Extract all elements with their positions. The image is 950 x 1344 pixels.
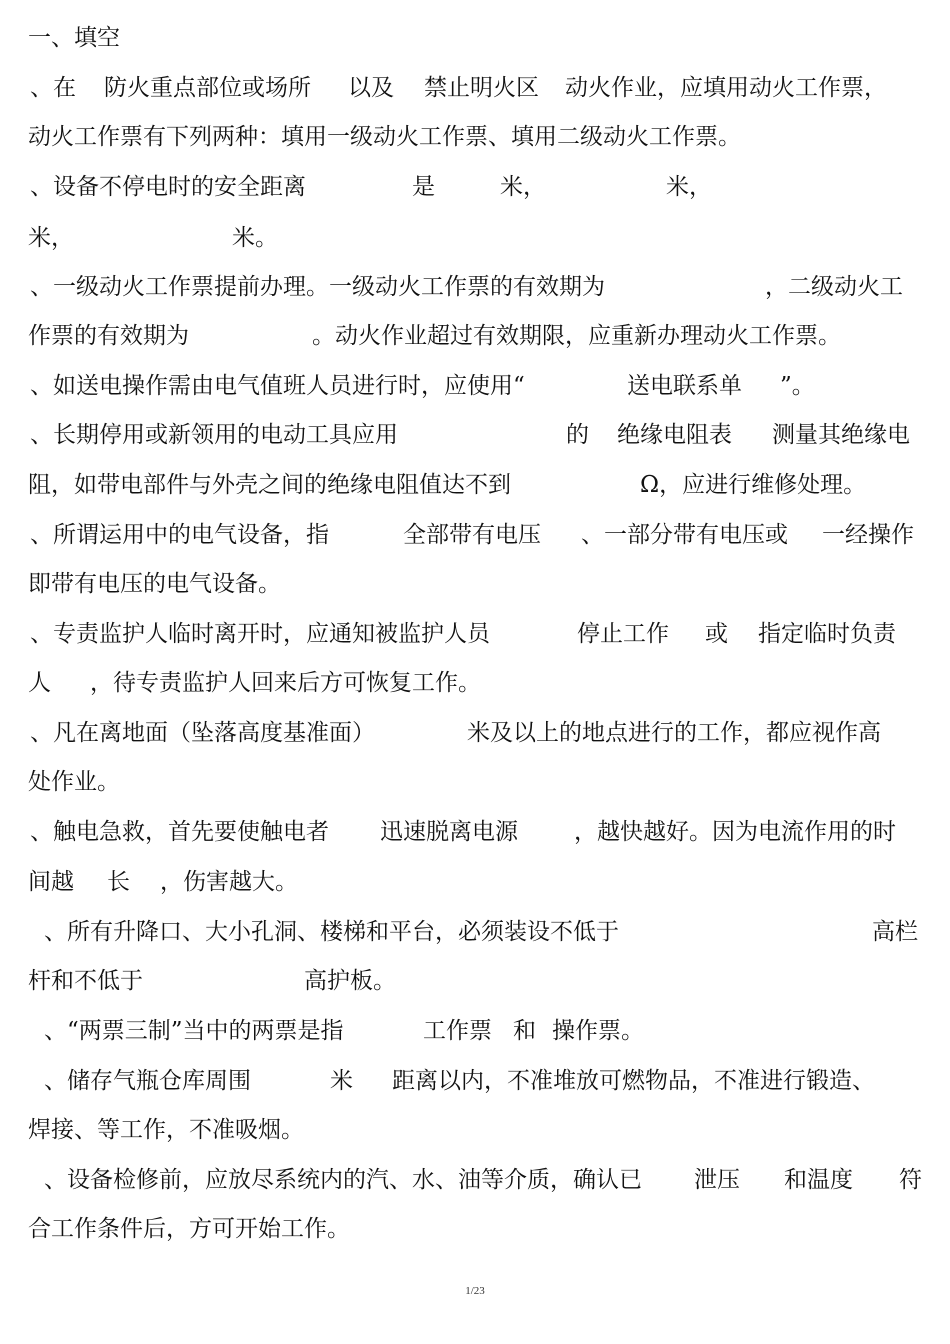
list-item-continuation: 间越 长 ，伤害越大。: [28, 869, 298, 895]
list-item-continuation: 米， 米。: [28, 225, 278, 251]
list-item-continuation: 动火工作票有下列两种：填用一级动火工作票、填用二级动火工作票。: [28, 124, 741, 150]
list-item: 、设备不停电时的安全距离 是 米， 米，: [30, 174, 712, 200]
list-item: 、设备检修前，应放尽系统内的汽、水、油等介质，确认已 泄压 和温度 符: [44, 1167, 922, 1193]
list-item-continuation: 焊接、等工作，不准吸烟。: [28, 1117, 304, 1143]
list-item-continuation: 杆和不低于 高护板。: [28, 968, 396, 994]
list-item: 、所有升降口、大小孔洞、楼梯和平台，必须装设不低于 高栏: [44, 919, 918, 945]
list-item: 、触电急救，首先要使触电者 迅速脱离电源 ，越快越好。因为电流作用的时: [30, 819, 896, 845]
list-item: 、储存气瓶仓库周围 米 距离以内，不准堆放可燃物品，不准进行锻造、: [44, 1068, 875, 1094]
list-item-continuation: 阻，如带电部件与外壳之间的绝缘电阻值达不到 Ω，应进行维修处理。: [28, 472, 867, 498]
list-item-continuation: 处作业。: [28, 769, 120, 795]
list-item: 、所谓运用中的电气设备，指 全部带有电压 、一部分带有电压或 一经操作: [30, 522, 914, 548]
list-item: 、“两票三制”当中的两票是指 工作票 和 操作票。: [44, 1018, 644, 1044]
list-item: 、一级动火工作票提前办理。一级动火工作票的有效期为 ，二级动火工: [30, 274, 903, 300]
section-heading: 一、填空: [28, 25, 120, 51]
list-item: 、凡在离地面（坠落高度基准面） 米及以上的地点进行的工作，都应视作高: [30, 720, 881, 746]
list-item: 、在 防火重点部位或场所 以及 禁止明火区 动火作业，应填用动火工作票，: [30, 75, 887, 101]
list-item: 、如送电操作需由电气值班人员进行时，应使用“ 送电联系单 ”。: [30, 373, 815, 399]
list-item-continuation: 即带有电压的电气设备。: [28, 571, 281, 597]
list-item-continuation: 人 ，待专责监护人回来后方可恢复工作。: [28, 670, 481, 696]
list-item: 、专责监护人临时离开时，应通知被监护人员 停止工作 或 指定临时负责: [30, 621, 896, 647]
list-item-continuation: 作票的有效期为 。动火作业超过有效期限，应重新办理动火工作票。: [28, 323, 841, 349]
list-item-continuation: 合工作条件后，方可开始工作。: [28, 1216, 350, 1242]
list-item: 、长期停用或新领用的电动工具应用 的 绝缘电阻表 测量其绝缘电: [30, 422, 910, 448]
page-number: 1/23: [465, 1285, 485, 1297]
